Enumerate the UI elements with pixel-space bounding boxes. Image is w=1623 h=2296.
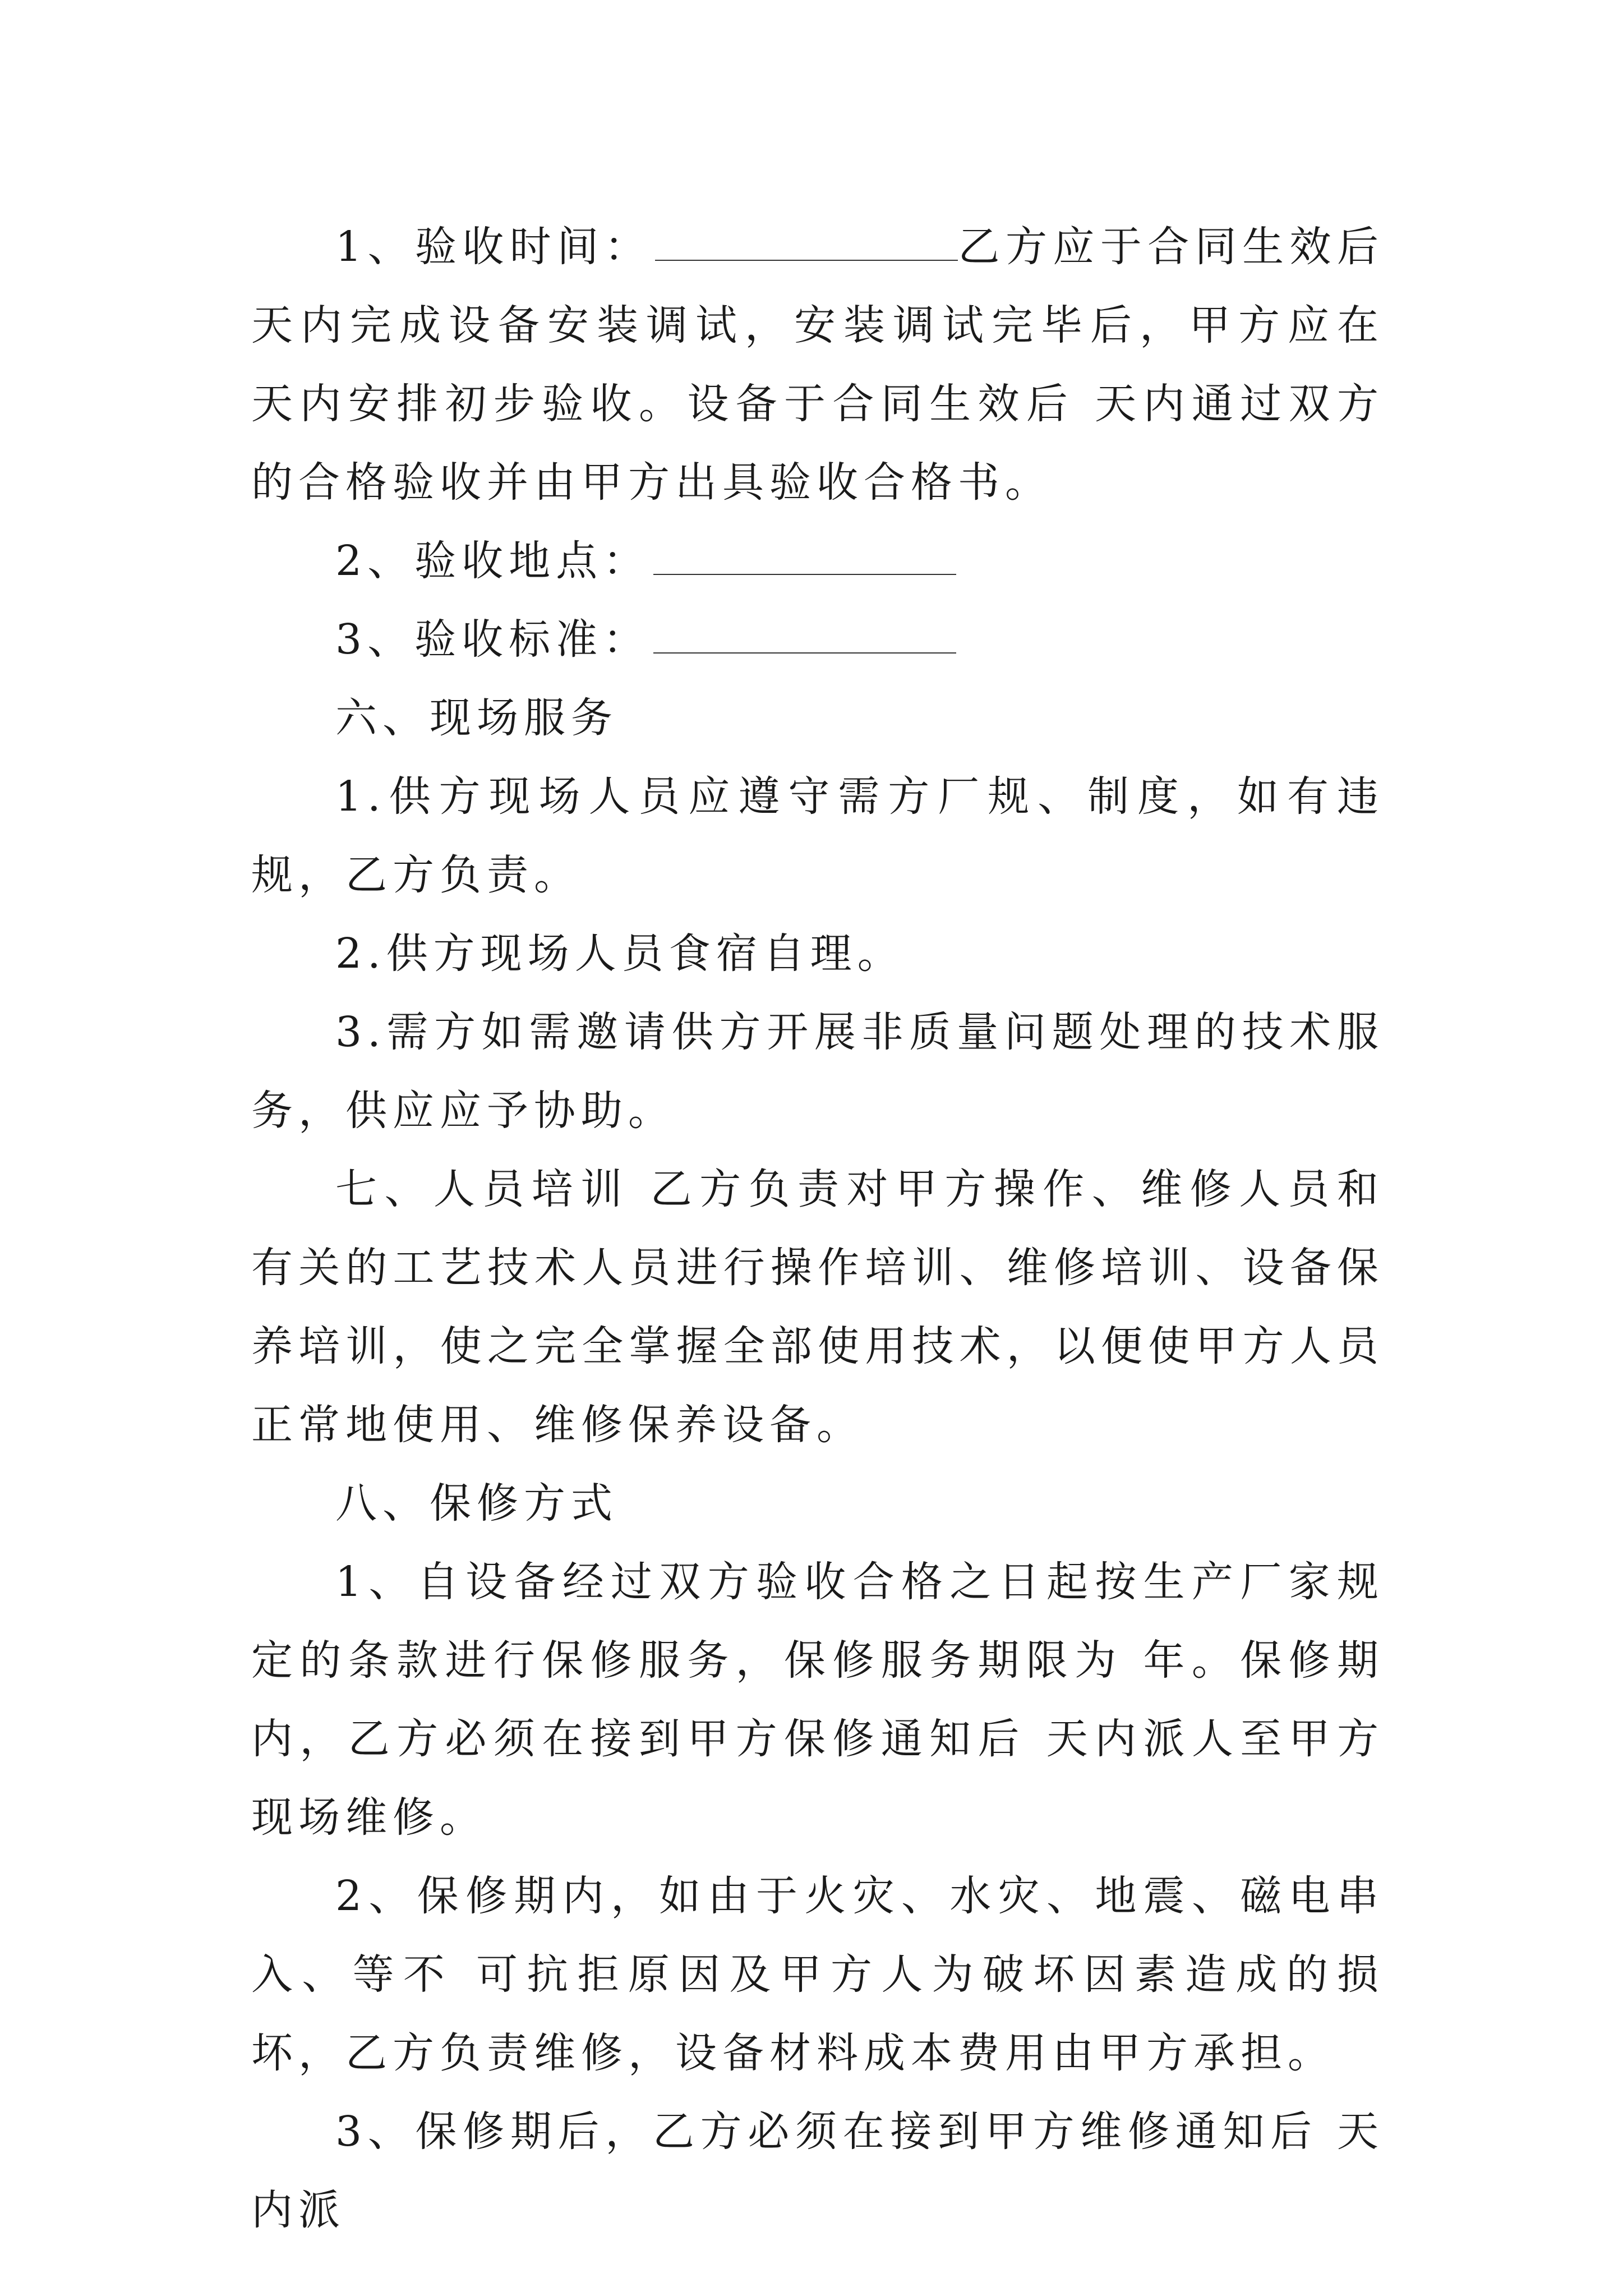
section-6-item-3: 3.需方如需邀请供方开展非质量问题处理的技术服务，供应应予协助。 bbox=[251, 1008, 1384, 1135]
acceptance-time-paragraph bbox=[251, 208, 1384, 522]
section-8-title: 八、保修方式 bbox=[335, 1479, 618, 1527]
section-6-item-2: 2.供方现场人员食宿自理。 bbox=[335, 930, 905, 978]
acceptance-location-blank bbox=[653, 540, 956, 575]
section-6-item-1: 1.供方现场人员应遵守需方厂规、制度，如有违规，乙方负责。 bbox=[251, 772, 1384, 899]
acceptance-location-label: 2、验收地点： bbox=[335, 537, 651, 585]
acceptance-time-label: 1、验收时间： bbox=[335, 223, 652, 271]
acceptance-standard-label: 3、验收标准： bbox=[335, 615, 651, 664]
document-body bbox=[251, 208, 1384, 2249]
section-8-item-3: 3、保修期后，乙方必须在接到甲方维修通知后 天内派 bbox=[251, 2108, 1384, 2234]
acceptance-time-text: 乙方应于合同生效后 天内完成设备安装调试，安装调试完毕后，甲方应在 天内安排初步验收。设备于合同生效后 天内通过双方的合格验收并由甲方出具验收合格书。 bbox=[251, 223, 1384, 507]
acceptance-standard-blank bbox=[653, 619, 956, 654]
section-8-item-2: 2、保修期内，如由于火灾、水灾、地震、磁电串入、等不 可抗拒原因及甲方人为破坏因素造成的损坏，乙方负责维修，设备材料成本费用由甲方承担。 bbox=[251, 1872, 1384, 2077]
acceptance-time-blank bbox=[655, 226, 958, 261]
acceptance-standard-paragraph bbox=[251, 600, 1384, 679]
section-6-title: 六、现场服务 bbox=[335, 694, 618, 742]
section-7-paragraph: 七、人员培训 乙方负责对甲方操作、维修人员和有关的工艺技术人员进行操作培训、维修培训、设备保养培训，使之完全掌握全部使用技术，以便使甲方人员正常地使用、维修保养设备。 bbox=[251, 1165, 1384, 1449]
section-8-item-1: 1、自设备经过双方验收合格之日起按生产厂家规定的条款进行保修服务，保修服务期限为 年。保修期内，乙方必须在接到甲方保修通知后 天内派人至甲方现场维修。 bbox=[251, 1558, 1384, 1842]
acceptance-location-paragraph bbox=[251, 522, 1384, 600]
